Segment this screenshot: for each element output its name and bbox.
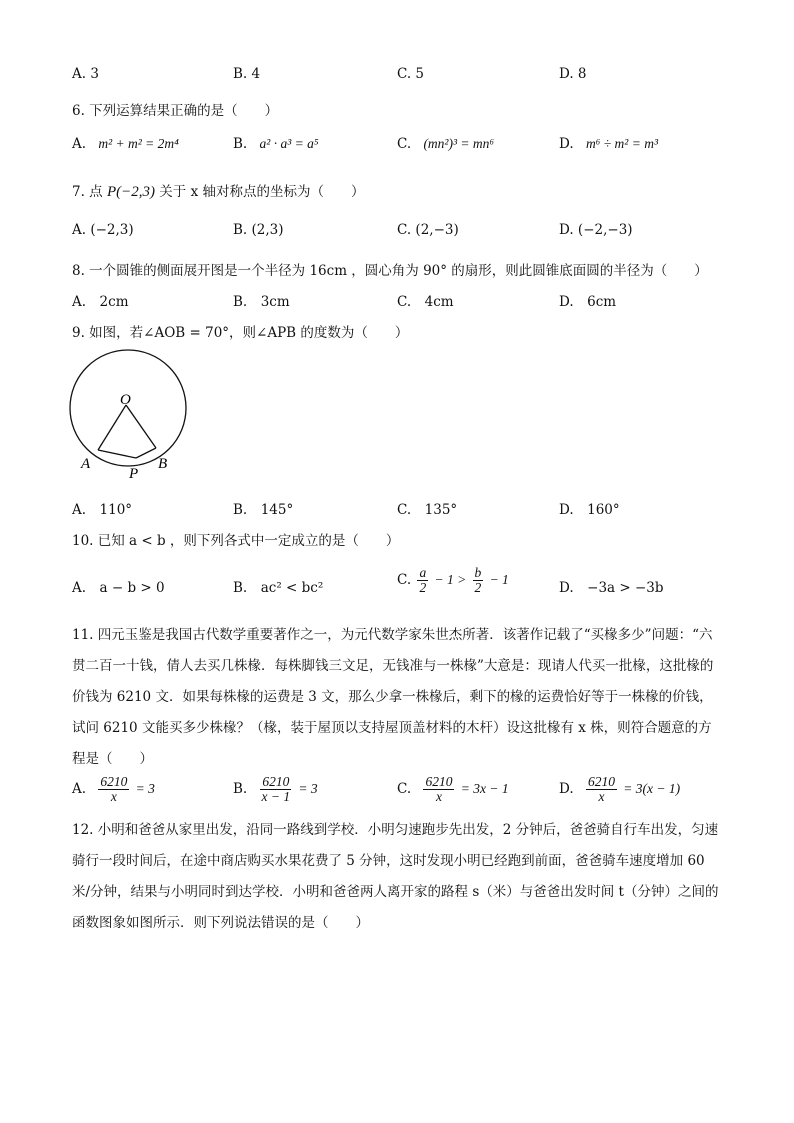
q7-option-a: A. (−2,3) bbox=[72, 222, 134, 238]
q6-c-expr: (mn²)³ = mn⁶ bbox=[423, 136, 495, 151]
q10-c-num-b: b bbox=[474, 565, 482, 580]
q11-a-den: x bbox=[110, 789, 117, 805]
q11-c-frac bbox=[423, 775, 454, 804]
q6-option-d bbox=[559, 136, 658, 152]
q10-c-mid: − 1 > bbox=[434, 572, 467, 588]
q8-option-c: C. 4cm bbox=[397, 294, 454, 310]
q11-b-frac bbox=[260, 775, 293, 804]
q6-a-expr: m² + m² = 2m⁴ bbox=[98, 136, 179, 151]
q10-option-d: D. −3a > −3b bbox=[559, 580, 664, 596]
q11-d-frac bbox=[586, 775, 617, 804]
q8-option-a: A. 2cm bbox=[72, 294, 129, 310]
q11-option-b bbox=[233, 775, 318, 804]
label-a: A bbox=[81, 456, 91, 472]
label-b: B bbox=[158, 456, 168, 472]
q11-option-a bbox=[72, 775, 155, 804]
q5-option-b: B. 4 bbox=[233, 66, 261, 82]
q10-c-frac-a bbox=[417, 566, 428, 595]
segment-ob bbox=[126, 405, 156, 448]
q7-stem bbox=[72, 180, 365, 201]
q7-option-d: D. (−2,−3) bbox=[559, 222, 633, 238]
q6-option-b bbox=[233, 136, 319, 152]
q7-stem-prefix: 7. 点 bbox=[72, 184, 103, 200]
q8-option-b: B. 3cm bbox=[233, 294, 290, 310]
q6-c-label: C. bbox=[397, 136, 412, 152]
q11-a-label: A. bbox=[72, 781, 87, 798]
q10-option-c bbox=[397, 566, 509, 595]
q9-option-d: D. 160° bbox=[559, 502, 620, 518]
q7-stem-suffix: 关于 x 轴对称点的坐标为（ ） bbox=[159, 184, 365, 200]
q7-option-b: B. (2,3) bbox=[233, 222, 284, 238]
q11-text: 11. 四元玉鉴是我国古代数学重要著作之一，为元代数学家朱世杰所著．该著作记载了“买椽多少”问题：“六贯二百一十钱，倩人去买几株椽．每株脚钱三文足，无钱准与一株椽”大意是：现请人代买一批椽，这批椽的价钱为 6210 文．如果每株椽的运费是 3 文，那么少拿一株椽后，剩下的椽的运费恰好等于一株椽的价钱，试问 6210 文能买多少株椽？（椽，装于屋顶以支持屋顶盖材料的木杆）设这批椽有 x 株，则符合题意的方程是（ ） bbox=[72, 627, 714, 767]
q11-c-den: x bbox=[435, 789, 442, 805]
q11-b-num: 6210 bbox=[262, 774, 290, 789]
q9-stem: 9. 如图，若∠AOB = 70°，则∠APB 的度数为（ ） bbox=[72, 325, 409, 341]
q5-option-a: A. 3 bbox=[72, 66, 99, 82]
q6-d-label: D. bbox=[559, 136, 574, 152]
q6-stem: 6. 下列运算结果正确的是（ ） bbox=[72, 103, 279, 119]
q11-b-den: x − 1 bbox=[261, 789, 291, 805]
q6-option-a bbox=[72, 136, 179, 152]
q6-b-expr: a² · a³ = a⁵ bbox=[259, 136, 319, 151]
q8-option-d: D. 6cm bbox=[559, 294, 617, 310]
q10-stem: 10. 已知 a < b ，则下列各式中一定成立的是（ ） bbox=[72, 533, 400, 549]
segment-ap bbox=[98, 450, 136, 458]
q11-d-num: 6210 bbox=[587, 774, 615, 789]
q11-b-label: B. bbox=[233, 781, 248, 798]
q6-option-c bbox=[397, 136, 494, 152]
segment-oa bbox=[98, 405, 126, 450]
q7-option-c: C. (2,−3) bbox=[397, 222, 459, 238]
q11-option-c bbox=[397, 775, 509, 804]
q6-d-expr: m⁶ ÷ m² = m³ bbox=[585, 136, 658, 151]
q6-a-label: A. bbox=[72, 136, 87, 152]
q10-option-b: B. ac² < bc² bbox=[233, 580, 324, 596]
q11-a-num: 6210 bbox=[100, 774, 128, 789]
q10-c-num-a: a bbox=[419, 565, 427, 580]
label-p: P bbox=[129, 466, 139, 482]
q11-d-den: x bbox=[598, 789, 605, 805]
q11-b-rhs: = 3 bbox=[298, 781, 318, 797]
q11-d-label: D. bbox=[559, 781, 574, 798]
q11-a-frac bbox=[98, 775, 129, 804]
q10-c-den-b: 2 bbox=[474, 580, 482, 596]
q6-b-label: B. bbox=[233, 136, 248, 152]
q9-option-b: B. 145° bbox=[233, 502, 294, 518]
segment-pb bbox=[136, 448, 156, 458]
q10-option-a: A. a − b > 0 bbox=[72, 580, 165, 596]
q11-d-rhs: = 3(x − 1) bbox=[623, 781, 681, 797]
q11-option-d bbox=[559, 775, 680, 804]
q8-stem: 8. 一个圆锥的侧面展开图是一个半径为 16cm ，圆心角为 90° 的扇形，则此圆锥底面圆的半径为（ ） bbox=[72, 263, 708, 279]
q9-circle-figure bbox=[68, 348, 188, 483]
q11-c-num: 6210 bbox=[425, 774, 453, 789]
label-o: O bbox=[120, 392, 131, 408]
q9-option-a: A. 110° bbox=[72, 502, 133, 518]
q12-text: 12. 小明和爸爸从家里出发，沿同一路线到学校．小明匀速跑步先出发，2 分钟后，爸爸骑自行车出发，匀速骑行一段时间后，在途中商店购买水果花费了 5 分钟，这时发现小明已经跑到前面，爸爸骑车速度增加 60 米/分钟，结果与小明同时到达学校．小明和爸爸两人离开家的路程 s（米）与爸爸出发时间 t（分钟）之间的函数图象如图所示．则下列说法错误的是（ ） bbox=[72, 822, 719, 931]
q10-c-end: − 1 bbox=[489, 572, 509, 588]
q10-c-label: C. bbox=[397, 572, 412, 589]
q5-option-c: C. 5 bbox=[397, 66, 425, 82]
q11-c-label: C. bbox=[397, 781, 412, 798]
q11-c-rhs: = 3x − 1 bbox=[460, 781, 509, 797]
q5-option-d: D. 8 bbox=[559, 66, 587, 82]
q10-c-den-a: 2 bbox=[419, 580, 427, 596]
q7-point: P(−2,3) bbox=[106, 184, 155, 200]
q9-option-c: C. 135° bbox=[397, 502, 458, 518]
q10-c-frac-b bbox=[473, 566, 484, 595]
q11-a-rhs: = 3 bbox=[135, 781, 155, 797]
